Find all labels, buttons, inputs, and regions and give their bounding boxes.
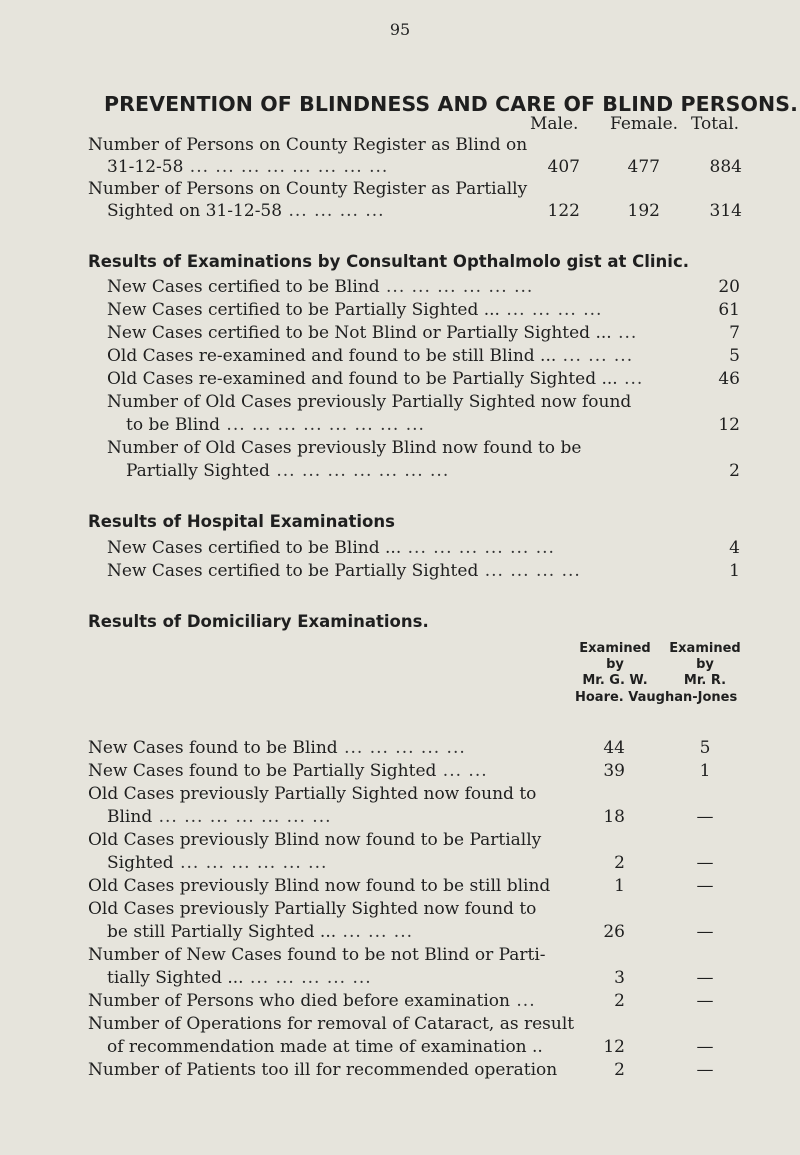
dom-row-9-line2: of recommendation made at time of examination .. — [107, 1037, 543, 1057]
page-number: 95 — [389, 20, 411, 39]
dom-row-1-v1: 44 — [603, 738, 625, 758]
dom-row-10: Number of Patients too ill for recommended operation — [88, 1060, 558, 1080]
dom-row-3-v1: 18 — [603, 807, 625, 827]
clinic-row-5-value: 46 — [718, 369, 740, 389]
dom-row-8-v1: 2 — [614, 991, 625, 1011]
dom-row-9-v2: — — [696, 1037, 714, 1057]
page-title: PREVENTION OF BLINDNESS AND CARE OF BLIND PERSONS. — [104, 92, 799, 116]
clinic-row-4-value: 5 — [729, 346, 740, 366]
col-vj-line2: by — [696, 657, 714, 672]
col-hoare-line3: Mr. G. W. — [582, 673, 648, 688]
dom-row-8: Number of Persons who died before examination ... — [88, 991, 536, 1011]
dom-row-9-line1: Number of Operations for removal of Cataract, as result — [88, 1014, 575, 1034]
dom-row-10-v1: 2 — [614, 1060, 625, 1080]
dom-row-1: New Cases found to be Blind ... ... ... ... ... — [88, 738, 466, 758]
dom-row-6-line2: be still Partially Sighted ... ... ... ... — [107, 922, 414, 942]
dom-row-2-v2: 1 — [699, 761, 711, 781]
clinic-row-6-line1: Number of Old Cases previously Partially Sighted now found — [107, 392, 632, 412]
dom-row-4-v1: 2 — [614, 853, 625, 873]
clinic-row-2-value: 61 — [718, 300, 740, 320]
register-row-2-female: 192 — [627, 201, 660, 221]
dom-row-3-line1: Old Cases previously Partially Sighted now found to — [88, 784, 537, 804]
dom-row-7-line1: Number of New Cases found to be not Blind or Parti- — [88, 945, 546, 965]
clinic-row-3-value: 7 — [729, 323, 740, 343]
dom-row-4-v2: — — [696, 853, 714, 873]
register-row-1-total: 884 — [709, 157, 742, 177]
hospital-row-1-value: 4 — [729, 538, 740, 558]
clinic-row-3: New Cases certified to be Not Blind or Partially Sighted ... ... — [107, 323, 638, 343]
register-row-2-total: 314 — [709, 201, 742, 221]
register-row-1-line2: 31-12-58 ... ... ... ... ... ... ... ... — [107, 157, 389, 177]
dom-row-8-v2: — — [696, 991, 714, 1011]
register-row-1-female: 477 — [627, 157, 660, 177]
dom-row-5-v1: 1 — [614, 876, 625, 896]
col-female-header: Female. — [610, 114, 679, 134]
dom-row-2: New Cases found to be Partially Sighted ... ... — [88, 761, 488, 781]
register-row-1-male: 407 — [547, 157, 580, 177]
register-row-2-line2: Sighted on 31-12-58 ... ... ... ... — [107, 201, 385, 221]
col-total-header: Total. — [691, 114, 740, 134]
dom-row-5-v2: — — [696, 876, 714, 896]
register-row-1-line1: Number of Persons on County Register as Blind on — [88, 135, 528, 155]
clinic-row-4: Old Cases re-examined and found to be still Blind ... ... ... ... — [107, 346, 634, 366]
dom-row-3-v2: — — [696, 807, 714, 827]
dom-row-6-v1: 26 — [603, 922, 625, 942]
hospital-row-1: New Cases certified to be Blind ... ... ... ... ... ... ... — [107, 538, 555, 558]
col-vaughan-jones-header — [650, 641, 760, 689]
col-hoare-line4: Hoare. — [575, 690, 624, 705]
register-row-2-line1: Number of Persons on County Register as Partially — [88, 179, 528, 199]
domiciliary-heading: Results of Domiciliary Examinations. — [88, 612, 429, 631]
col-vj-line3: Mr. R. — [683, 673, 727, 688]
col-male-header: Male. — [530, 114, 579, 134]
clinic-row-6-line2: to be Blind ... ... ... ... ... ... ... ... — [126, 415, 425, 435]
dom-row-6-v2: — — [696, 922, 714, 942]
clinic-row-1: New Cases certified to be Blind ... ... ... ... ... ... — [107, 277, 534, 297]
dom-row-7-v2: — — [696, 968, 714, 988]
clinic-row-7-line2: Partially Sighted ... ... ... ... ... ... ... — [126, 461, 450, 481]
col-vj-line4: Vaughan-Jones — [628, 690, 738, 705]
col-hoare-line1: Examined — [579, 641, 651, 656]
col-hoare-line2: by — [606, 657, 624, 672]
clinic-row-1-value: 20 — [718, 277, 740, 297]
hospital-heading: Results of Hospital Examinations — [88, 512, 395, 531]
dom-row-5: Old Cases previously Blind now found to be still blind — [88, 876, 551, 896]
clinic-heading: Results of Examinations by Consultant Opthalmolo gist at Clinic. — [88, 252, 690, 271]
dom-row-2-v1: 39 — [603, 761, 625, 781]
clinic-row-7-value: 2 — [729, 461, 740, 481]
dom-row-1-v2: 5 — [699, 738, 711, 758]
dom-row-7-v1: 3 — [614, 968, 625, 988]
dom-row-3-line2: Blind ... ... ... ... ... ... ... — [107, 807, 332, 827]
dom-row-4-line1: Old Cases previously Blind now found to be Partially — [88, 830, 542, 850]
dom-row-7-line2: tially Sighted ... ... ... ... ... ... — [107, 968, 372, 988]
clinic-row-7-line1: Number of Old Cases previously Blind now found to be — [107, 438, 582, 458]
dom-row-4-line2: Sighted ... ... ... ... ... ... — [107, 853, 328, 873]
col-vj-line1: Examined — [669, 641, 741, 656]
clinic-row-2: New Cases certified to be Partially Sighted ... ... ... ... ... — [107, 300, 603, 320]
clinic-row-5: Old Cases re-examined and found to be Partially Sighted ... ... — [107, 369, 644, 389]
dom-row-6-line1: Old Cases previously Partially Sighted now found to — [88, 899, 537, 919]
hospital-row-2: New Cases certified to be Partially Sighted ... ... ... ... — [107, 561, 581, 581]
dom-row-10-v2: — — [696, 1060, 714, 1080]
dom-row-9-v1: 12 — [603, 1037, 625, 1057]
hospital-row-2-value: 1 — [729, 561, 740, 581]
clinic-row-6-value: 12 — [718, 415, 740, 435]
register-row-2-male: 122 — [547, 201, 580, 221]
col-header-names-row — [575, 690, 737, 706]
